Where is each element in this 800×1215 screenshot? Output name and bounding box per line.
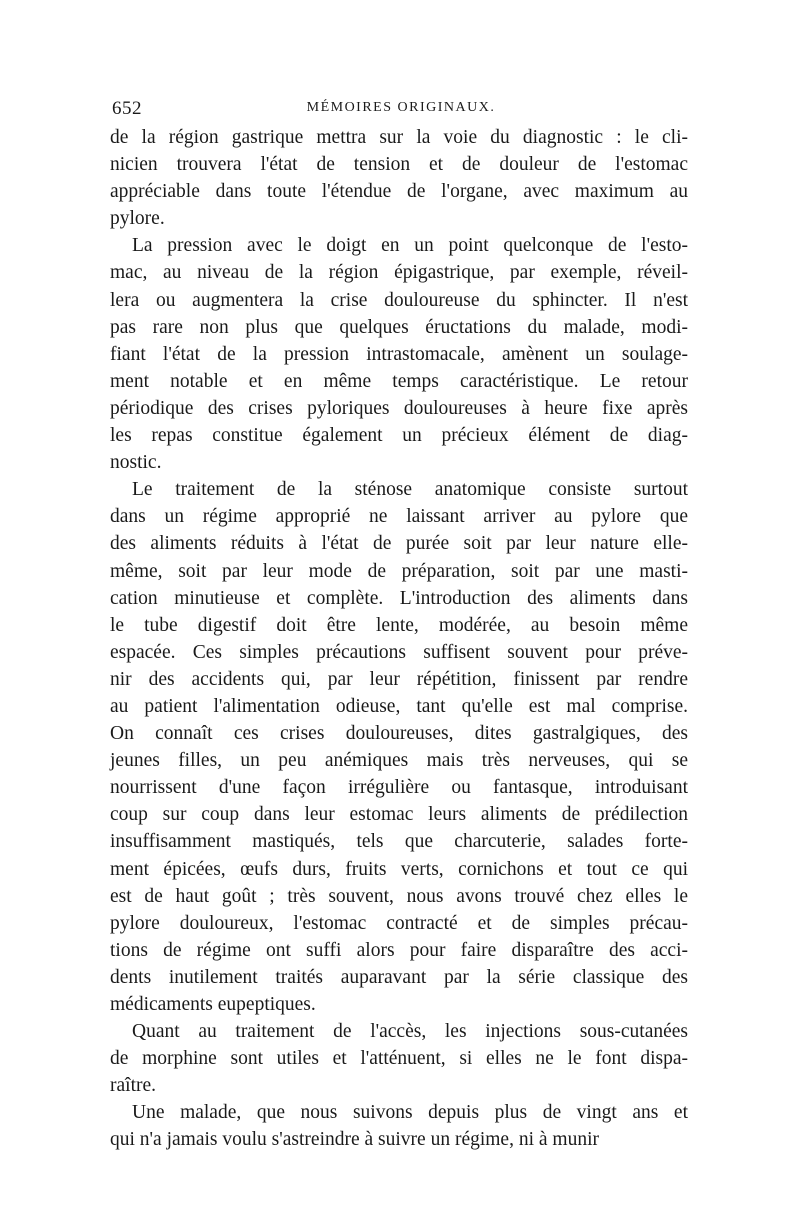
text-line: raître.	[110, 1075, 157, 1097]
text-line: coup sur coup dans leur estomac leurs aliments de prédilection	[110, 804, 688, 826]
text-line: ment épicées, œufs durs, fruits verts, cornichons et tout ce qui	[110, 858, 688, 880]
text-line: qui n'a jamais voulu s'astreindre à suivre un régime, ni à munir	[110, 1129, 599, 1151]
text-line: est de haut goût ; très souvent, nous avons trouvé chez elles le	[110, 885, 688, 907]
text-line: médicaments eupeptiques.	[110, 994, 316, 1015]
text-line: espacée. Ces simples précautions suffisent souvent pour préve-	[110, 641, 688, 663]
page-number: 652	[112, 98, 142, 119]
text-line: le tube digestif doit être lente, modérée, au besoin même	[110, 614, 688, 636]
text-line: mac, au niveau de la région épigastrique, par exemple, réveil-	[110, 262, 688, 284]
text-line: appréciable dans toute l'étendue de l'organe, avec maximum au	[110, 181, 688, 203]
text-line: lera ou augmentera la crise douloureuse du sphincter. Il n'est	[110, 289, 688, 311]
text-line: On connaît ces crises douloureuses, dites gastralgiques, des	[110, 723, 688, 745]
paragraph	[110, 124, 688, 232]
paragraph	[110, 1018, 688, 1099]
text-line: nourrissent d'une façon irrégulière ou fantasque, introduisant	[110, 777, 688, 799]
paragraph	[110, 476, 688, 1018]
body-text	[110, 124, 688, 1154]
text-line: dans un régime approprié ne laissant arriver au pylore que	[110, 506, 688, 528]
running-title: MÉMOIRES ORIGINAUX.	[306, 100, 496, 115]
text-line: ment notable et en même temps caractéristique. Le retour	[110, 370, 688, 392]
text-line: cation minutieuse et complète. L'introduction des aliments dans	[110, 587, 688, 609]
text-line: des aliments réduits à l'état de purée soit par leur nature elle-	[110, 533, 688, 555]
text-line: pylore douloureux, l'estomac contracté et de simples précau-	[110, 912, 688, 934]
text-line: au patient l'alimentation odieuse, tant qu'elle est mal comprise.	[110, 695, 688, 717]
paragraph	[110, 232, 688, 476]
text-line: de morphine sont utiles et l'atténuent, si elles ne le font dispa-	[110, 1048, 688, 1070]
text-line: les repas constitue également un précieux élément de diag-	[110, 425, 688, 447]
text-line: fiant l'état de la pression intrastomacale, amènent un soulage-	[110, 343, 688, 365]
text-line: insuffisamment mastiqués, tels que charcuterie, salades forte-	[110, 831, 688, 853]
text-line: même, soit par leur mode de préparation, soit par une masti-	[110, 560, 688, 582]
text-line: nostic.	[110, 452, 162, 474]
page-header	[112, 98, 690, 124]
text-line: jeunes filles, un peu anémiques mais très nerveuses, qui se	[110, 750, 688, 772]
text-line: La pression avec le doigt en un point quelconque de l'esto-	[132, 235, 688, 257]
paragraph	[110, 1099, 688, 1153]
text-line: Une malade, que nous suivons depuis plus de vingt ans et	[132, 1102, 688, 1124]
text-line: de la région gastrique mettra sur la voie du diagnostic : le cli-	[110, 127, 688, 148]
text-line: tions de régime ont suffi alors pour faire disparaître des acci-	[110, 939, 688, 961]
text-line: Quant au traitement de l'accès, les injections sous-cutanées	[132, 1021, 688, 1043]
text-line: pylore.	[110, 208, 165, 230]
text-line: périodique des crises pyloriques douloureuses à heure fixe après	[110, 397, 688, 419]
text-line: dents inutilement traités auparavant par la série classique des	[110, 966, 688, 988]
text-line: Le traitement de la sténose anatomique consiste surtout	[132, 479, 688, 501]
text-line: nir des accidents qui, par leur répétition, finissent par rendre	[110, 668, 688, 690]
text-line: pas rare non plus que quelques éructations du malade, modi-	[110, 316, 688, 338]
text-line: nicien trouvera l'état de tension et de douleur de l'estomac	[110, 154, 688, 176]
